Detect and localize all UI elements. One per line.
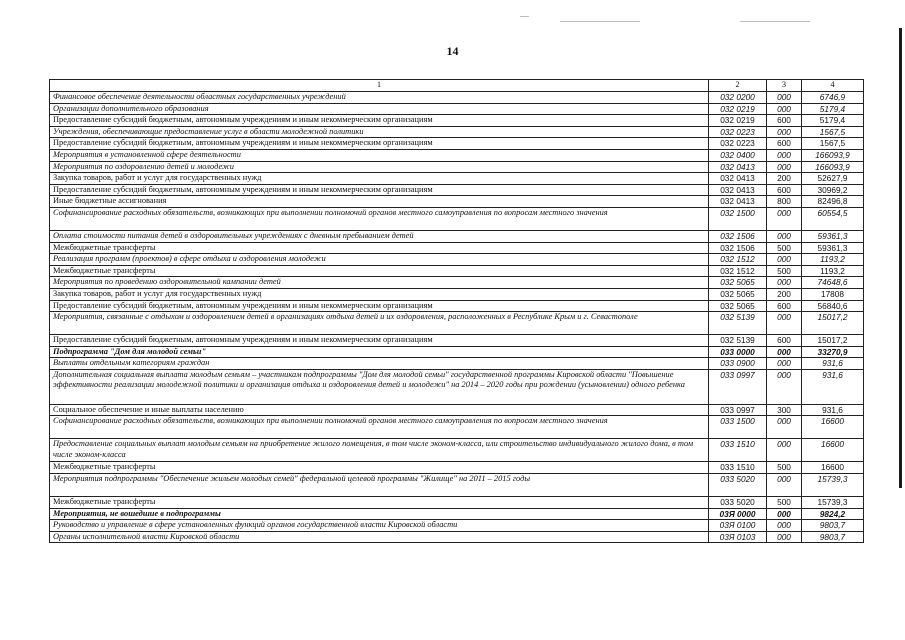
row-vr-cell: 300 <box>767 404 802 416</box>
row-name-cell: Предоставление субсидий бюджетным, автономным учреждениям и иным некоммерческим организациям <box>50 335 709 347</box>
row-code-cell: 032 0413 <box>709 161 767 173</box>
row-name-cell: Дополнительная социальная выплата молодым семьям – участникам подпрограммы "Дом для молодой семьи" государственной программы Кировской области "Повышение эффективности реализации молодежной политики и организация отдыха и оздоровления детей и молодежи" на 2014 – 2020 годы при рождении (усыновлении) одного ребенка <box>50 369 709 404</box>
table-row <box>50 346 864 358</box>
row-vr-cell: 000 <box>767 254 802 266</box>
table-row <box>50 439 864 462</box>
row-amount-cell: 30969,2 <box>802 184 864 196</box>
row-code-cell: 03Я 0100 <box>709 520 767 532</box>
row-name-cell: Закупка товаров, работ и услуг для государственных нужд <box>50 173 709 185</box>
row-vr-cell: 000 <box>767 312 802 335</box>
table-row <box>50 173 864 185</box>
row-name-cell: Учреждения, обеспечивающие предоставление услуг в области молодежной политики <box>50 126 709 138</box>
table-row <box>50 126 864 138</box>
row-code-cell: 03Я 0103 <box>709 531 767 543</box>
row-amount-cell: 74648,6 <box>802 277 864 289</box>
row-vr-cell: 000 <box>767 369 802 404</box>
row-name-cell: Органы исполнительной власти Кировской области <box>50 531 709 543</box>
table-row <box>50 196 864 208</box>
row-name-cell: Софинансирование расходных обязательств, возникающих при выполнении полномочий органов местного самоуправления по вопросам местного значения <box>50 207 709 230</box>
table-body <box>50 92 864 543</box>
table-row <box>50 92 864 104</box>
row-code-cell: 033 0997 <box>709 369 767 404</box>
row-code-cell: 032 5139 <box>709 312 767 335</box>
row-code-cell: 032 0219 <box>709 115 767 127</box>
row-amount-cell: 931,6 <box>802 404 864 416</box>
row-code-cell: 032 0223 <box>709 138 767 150</box>
table-row <box>50 242 864 254</box>
row-vr-cell: 000 <box>767 277 802 289</box>
table-row <box>50 184 864 196</box>
row-code-cell: 032 1500 <box>709 207 767 230</box>
row-vr-cell: 600 <box>767 115 802 127</box>
row-name-cell: Предоставление субсидий бюджетным, автономным учреждениям и иным некоммерческим организациям <box>50 138 709 150</box>
row-code-cell: 032 0223 <box>709 126 767 138</box>
row-code-cell: 032 1506 <box>709 230 767 242</box>
table-row <box>50 416 864 439</box>
row-amount-cell: 60554,5 <box>802 207 864 230</box>
row-name-cell: Реализация программ (проектов) в сфере отдыха и оздоровления молодежи <box>50 254 709 266</box>
table-row <box>50 103 864 115</box>
row-code-cell: 032 5065 <box>709 300 767 312</box>
table-row <box>50 230 864 242</box>
row-name-cell: Оплата стоимости питания детей в оздоровительных учреждениях с дневным пребыванием детей <box>50 230 709 242</box>
row-amount-cell: 16600 <box>802 462 864 474</box>
row-name-cell: Мероприятия по оздоровлению детей и молодежи <box>50 161 709 173</box>
row-amount-cell: 17808 <box>802 288 864 300</box>
row-name-cell: Руководство и управление в сфере установленных функций органов государственной власти Кировской области <box>50 520 709 532</box>
row-amount-cell: 1193,2 <box>802 254 864 266</box>
row-code-cell: 032 1506 <box>709 242 767 254</box>
table-row <box>50 520 864 532</box>
row-amount-cell: 59361,3 <box>802 242 864 254</box>
row-name-cell: Предоставление субсидий бюджетным, автономным учреждениям и иным некоммерческим организациям <box>50 115 709 127</box>
header-col-3: 3 <box>767 80 802 92</box>
row-vr-cell: 000 <box>767 439 802 462</box>
row-code-cell: 032 0219 <box>709 103 767 115</box>
row-name-cell: Организации дополнительного образования <box>50 103 709 115</box>
row-code-cell: 03Я 0000 <box>709 508 767 520</box>
row-code-cell: 033 1500 <box>709 416 767 439</box>
row-vr-cell: 000 <box>767 508 802 520</box>
row-name-cell: Межбюджетные трансферты <box>50 462 709 474</box>
scan-speck <box>560 21 640 22</box>
row-vr-cell: 600 <box>767 138 802 150</box>
row-amount-cell: 16600 <box>802 439 864 462</box>
row-code-cell: 032 1512 <box>709 254 767 266</box>
row-amount-cell: 1567,5 <box>802 126 864 138</box>
row-code-cell: 033 0900 <box>709 358 767 370</box>
table-row <box>50 207 864 230</box>
table-row <box>50 497 864 509</box>
table-row <box>50 404 864 416</box>
row-code-cell: 032 0413 <box>709 196 767 208</box>
table-row <box>50 369 864 404</box>
table-row <box>50 312 864 335</box>
row-vr-cell: 000 <box>767 230 802 242</box>
table-row <box>50 265 864 277</box>
row-amount-cell: 1193,2 <box>802 265 864 277</box>
row-amount-cell: 52627,9 <box>802 173 864 185</box>
row-name-cell: Подпрограмма "Дом для молодой семьи" <box>50 346 709 358</box>
row-name-cell: Межбюджетные трансферты <box>50 242 709 254</box>
row-code-cell: 033 0997 <box>709 404 767 416</box>
row-name-cell: Мероприятия подпрограммы "Обеспечение жильем молодых семей" федеральной целевой программы "Жилище" на 2011 – 2015 годы <box>50 474 709 497</box>
row-name-cell: Мероприятия, не вошедшие в подпрограммы <box>50 508 709 520</box>
table-row <box>50 531 864 543</box>
row-vr-cell: 000 <box>767 161 802 173</box>
row-vr-cell: 000 <box>767 92 802 104</box>
row-code-cell: 033 5020 <box>709 474 767 497</box>
table-row <box>50 254 864 266</box>
row-code-cell: 032 0413 <box>709 184 767 196</box>
row-vr-cell: 500 <box>767 265 802 277</box>
header-col-2: 2 <box>709 80 767 92</box>
row-amount-cell: 166093,9 <box>802 149 864 161</box>
row-vr-cell: 500 <box>767 242 802 254</box>
row-vr-cell: 500 <box>767 497 802 509</box>
scan-speck <box>740 21 810 22</box>
row-code-cell: 032 0413 <box>709 173 767 185</box>
row-amount-cell: 931,6 <box>802 369 864 404</box>
row-amount-cell: 9803,7 <box>802 531 864 543</box>
row-amount-cell: 15017,2 <box>802 312 864 335</box>
row-code-cell: 032 5065 <box>709 288 767 300</box>
budget-table <box>49 79 864 543</box>
row-code-cell: 032 5065 <box>709 277 767 289</box>
row-vr-cell: 500 <box>767 462 802 474</box>
row-name-cell: Мероприятия по проведению оздоровительной кампании детей <box>50 277 709 289</box>
table-row <box>50 277 864 289</box>
row-name-cell: Межбюджетные трансферты <box>50 265 709 277</box>
row-amount-cell: 1567,5 <box>802 138 864 150</box>
row-vr-cell: 000 <box>767 358 802 370</box>
row-amount-cell: 166093,9 <box>802 161 864 173</box>
row-name-cell: Межбюджетные трансферты <box>50 497 709 509</box>
table-row <box>50 115 864 127</box>
row-amount-cell: 33270,9 <box>802 346 864 358</box>
row-amount-cell: 9824,2 <box>802 508 864 520</box>
row-code-cell: 032 1512 <box>709 265 767 277</box>
page-edge-bar <box>899 28 902 488</box>
scan-speck <box>520 16 529 17</box>
table-row <box>50 138 864 150</box>
row-code-cell: 032 5139 <box>709 335 767 347</box>
row-vr-cell: 200 <box>767 173 802 185</box>
row-name-cell: Софинансирование расходных обязательств, возникающих при выполнении полномочий органов местного самоуправления по вопросам местного значения <box>50 416 709 439</box>
table-header-row <box>50 80 864 92</box>
row-vr-cell: 200 <box>767 288 802 300</box>
row-code-cell: 032 0200 <box>709 92 767 104</box>
row-code-cell: 033 0000 <box>709 346 767 358</box>
row-vr-cell: 600 <box>767 184 802 196</box>
table-row <box>50 149 864 161</box>
row-name-cell: Социальное обеспечение и иные выплаты населению <box>50 404 709 416</box>
row-vr-cell: 000 <box>767 149 802 161</box>
row-name-cell: Финансовое обеспечение деятельности областных государственных учреждений <box>50 92 709 104</box>
row-vr-cell: 000 <box>767 416 802 439</box>
row-amount-cell: 5179,4 <box>802 103 864 115</box>
row-amount-cell: 9803,7 <box>802 520 864 532</box>
row-code-cell: 033 1510 <box>709 439 767 462</box>
row-vr-cell: 800 <box>767 196 802 208</box>
row-code-cell: 032 0400 <box>709 149 767 161</box>
row-amount-cell: 56840,6 <box>802 300 864 312</box>
row-vr-cell: 600 <box>767 335 802 347</box>
row-name-cell: Выплаты отдельным категориям граждан <box>50 358 709 370</box>
table-row <box>50 474 864 497</box>
row-vr-cell: 000 <box>767 531 802 543</box>
table-row <box>50 358 864 370</box>
row-vr-cell: 000 <box>767 103 802 115</box>
row-code-cell: 033 5020 <box>709 497 767 509</box>
row-vr-cell: 000 <box>767 126 802 138</box>
row-name-cell: Иные бюджетные ассигнования <box>50 196 709 208</box>
table-row <box>50 335 864 347</box>
row-amount-cell: 82496,8 <box>802 196 864 208</box>
table-row <box>50 288 864 300</box>
row-vr-cell: 000 <box>767 207 802 230</box>
row-name-cell: Предоставление субсидий бюджетным, автономным учреждениям и иным некоммерческим организациям <box>50 300 709 312</box>
header-col-4: 4 <box>802 80 864 92</box>
row-amount-cell: 59361,3 <box>802 230 864 242</box>
row-name-cell: Мероприятия, связанные с отдыхом и оздоровлением детей в организациях отдыха детей и их оздоровления, расположенных в Республике Крым и г. Севастополе <box>50 312 709 335</box>
row-name-cell: Мероприятия в установленной сфере деятельности <box>50 149 709 161</box>
row-amount-cell: 15739,3 <box>802 474 864 497</box>
row-amount-cell: 16600 <box>802 416 864 439</box>
row-name-cell: Закупка товаров, работ и услуг для государственных нужд <box>50 288 709 300</box>
row-amount-cell: 15739,3 <box>802 497 864 509</box>
row-vr-cell: 600 <box>767 300 802 312</box>
row-amount-cell: 15017,2 <box>802 335 864 347</box>
row-amount-cell: 931,6 <box>802 358 864 370</box>
header-col-1: 1 <box>50 80 709 92</box>
row-name-cell: Предоставление социальных выплат молодым семьям на приобретение жилого помещения, в том числе эконом-класса, или строительство индивидуального жилого дома, в том числе эконом-класса <box>50 439 709 462</box>
page-number: 14 <box>446 44 459 58</box>
row-amount-cell: 6746,9 <box>802 92 864 104</box>
row-code-cell: 033 1510 <box>709 462 767 474</box>
row-vr-cell: 000 <box>767 346 802 358</box>
table-row <box>50 508 864 520</box>
row-amount-cell: 5179,4 <box>802 115 864 127</box>
table-row <box>50 161 864 173</box>
row-vr-cell: 000 <box>767 474 802 497</box>
row-name-cell: Предоставление субсидий бюджетным, автономным учреждениям и иным некоммерческим организациям <box>50 184 709 196</box>
table-row <box>50 300 864 312</box>
row-vr-cell: 000 <box>767 520 802 532</box>
table-row <box>50 462 864 474</box>
